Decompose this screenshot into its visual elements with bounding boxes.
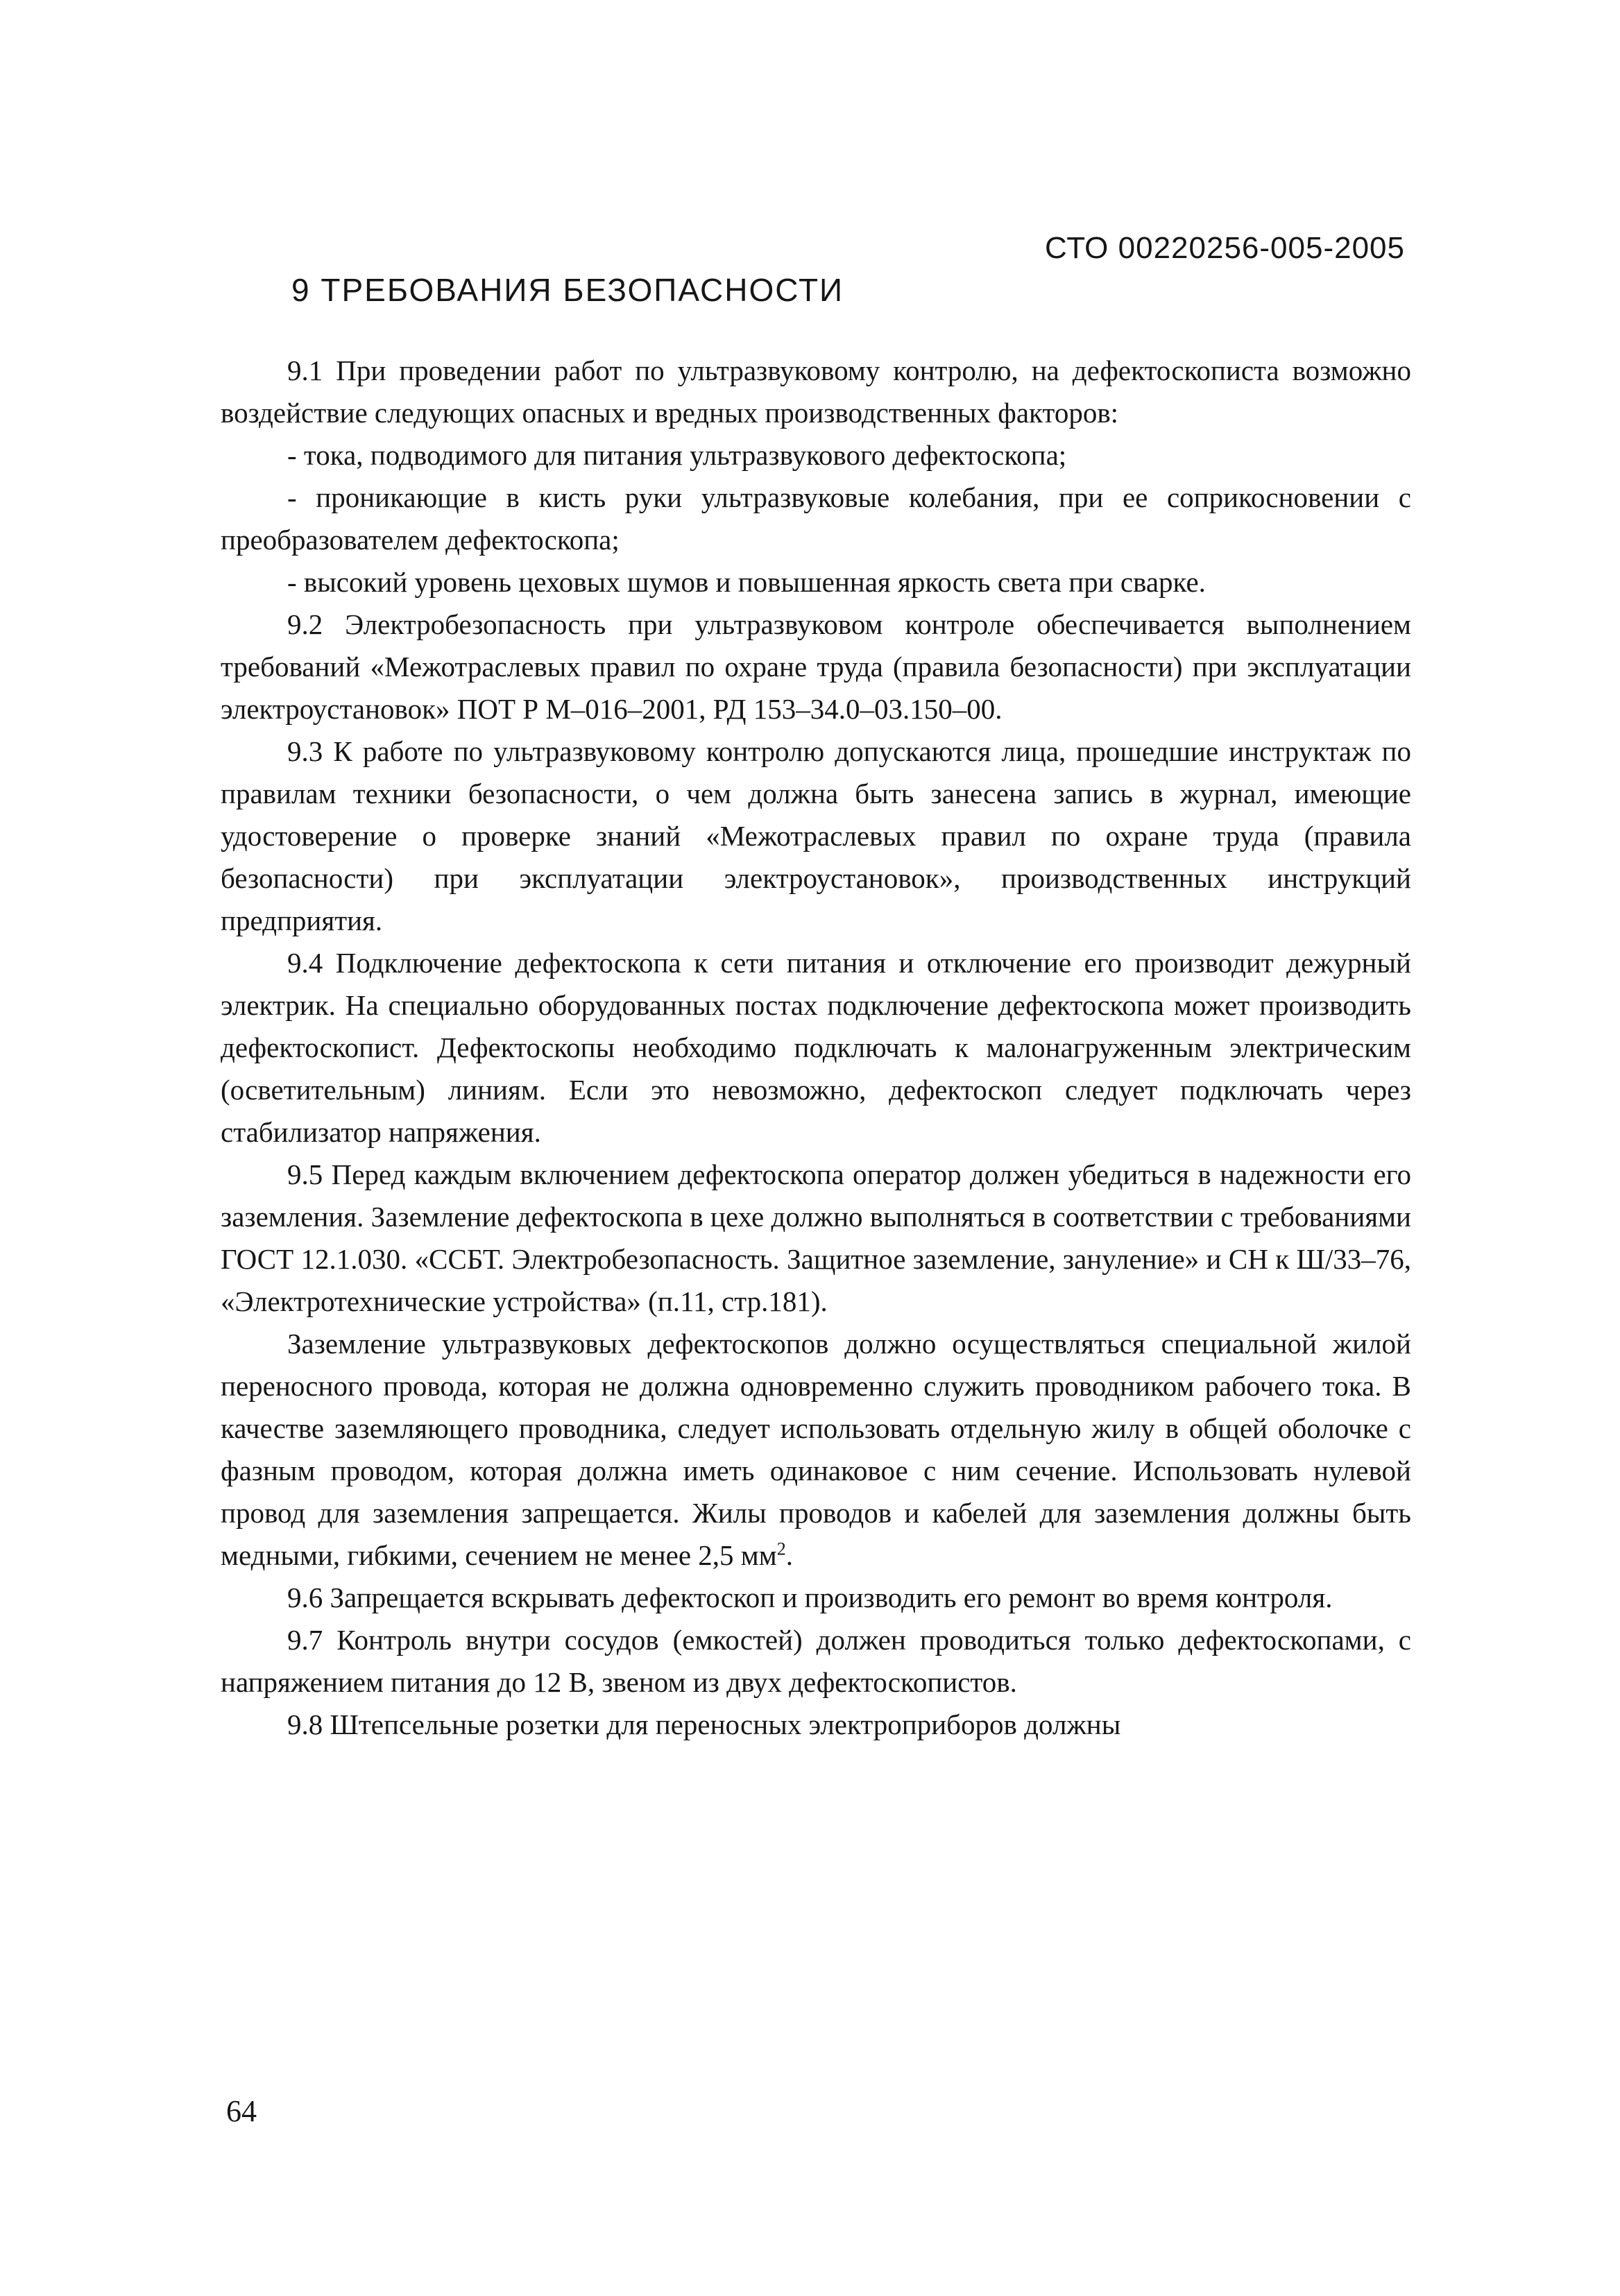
- hazard-item-current: - тока, подводимого для питания ультразвукового дефектоскопа;: [287, 439, 1067, 471]
- paragraph-9-3: 9.3 К работе по ультразвуковому контролю допускаются лица, прошедшие инструктаж по правилам техники безопасности, о чем должна быть занесена запись в журнал, имеющие удостоверение о проверке знаний «Межотраслевых правил по охране труда (правила безопасности) при эксплуатации электроустановок», производственных инструкций предприятия.: [221, 735, 1411, 936]
- paragraph-grounding: [221, 1323, 1411, 1577]
- document-code: СТО 00220256-005-2005: [1044, 231, 1405, 265]
- paragraph-9-2: 9.2 Электробезопасность при ультразвуковом контроле обеспечивается выполнением требований «Межотраслевых правил по охране труда (правила безопасности) при эксплуатации электроустановок» ПОТ Р М–016–2001, РД 153–34.0–03.150–00.: [221, 608, 1411, 725]
- paragraph-9-7: 9.7 Контроль внутри сосудов (емкостей) должен проводиться только дефектоскопами, с напряжением питания до 12 В, звеном из двух дефектоскопистов.: [221, 1624, 1411, 1698]
- grounding-text: Заземление ультразвуковых дефектоскопов должно осуществляться специальной жилой переносного провода, которая не должна одновременно служить проводником рабочего тока. В качестве заземляющего проводника, следует использовать отдельную жилу в общей оболочке с фазным проводом, которая должна иметь одинаковое с ним сечение. Использовать нулевой провод для заземления запрещается. Жилы проводов и кабелей для заземления должны быть медными, гибкими, сечением не менее 2,5 мм: [221, 1328, 1411, 1571]
- hazard-item-noise-light: - высокий уровень цеховых шумов и повышенная яркость света при сварке.: [287, 566, 1206, 598]
- paragraph-9-8: 9.8 Штепсельные розетки для переносных электроприборов должны: [287, 1708, 1121, 1740]
- paragraph-9-5: 9.5 Перед каждым включением дефектоскопа оператор должен убедиться в надежности его заземления. Заземление дефектоскопа в цехе должно выполняться в соответствии с требованиями ГОСТ 12.1.030. «ССБТ. Электробезопасность. Защитное заземление, зануление» и СН к Ш/33–76, «Электротехнические устройства» (п.11, стр.181).: [221, 1158, 1411, 1317]
- section-body: [221, 350, 1411, 1746]
- hazard-item-ultrasound: - проникающие в кисть руки ультразвуковые колебания, при ее соприкосновении с преобразователем дефектоскопа;: [221, 481, 1411, 556]
- superscript-two: 2: [776, 1539, 786, 1559]
- page-number: 64: [226, 2094, 257, 2128]
- paragraph-9-4: 9.4 Подключение дефектоскопа к сети питания и отключение его производит дежурный электрик. На специально оборудованных постах подключение дефектоскопа может производить дефектоскопист. Дефектоскопы необходимо подключать к малонагруженным электрическим (осветительным) линиям. Если это невозможно, дефектоскоп следует подключать через стабилизатор напряжения.: [221, 947, 1411, 1148]
- paragraph-9-1: 9.1 При проведении работ по ультразвуковому контролю, на дефектоскописта возможно воздействие следующих опасных и вредных производственных факторов:: [221, 354, 1411, 429]
- grounding-tail: .: [785, 1539, 793, 1571]
- section-title: 9 ТРЕБОВАНИЯ БЕЗОПАСНОСТИ: [291, 272, 844, 308]
- paragraph-9-6: 9.6 Запрещается вскрывать дефектоскоп и производить его ремонт во время контроля.: [287, 1582, 1333, 1613]
